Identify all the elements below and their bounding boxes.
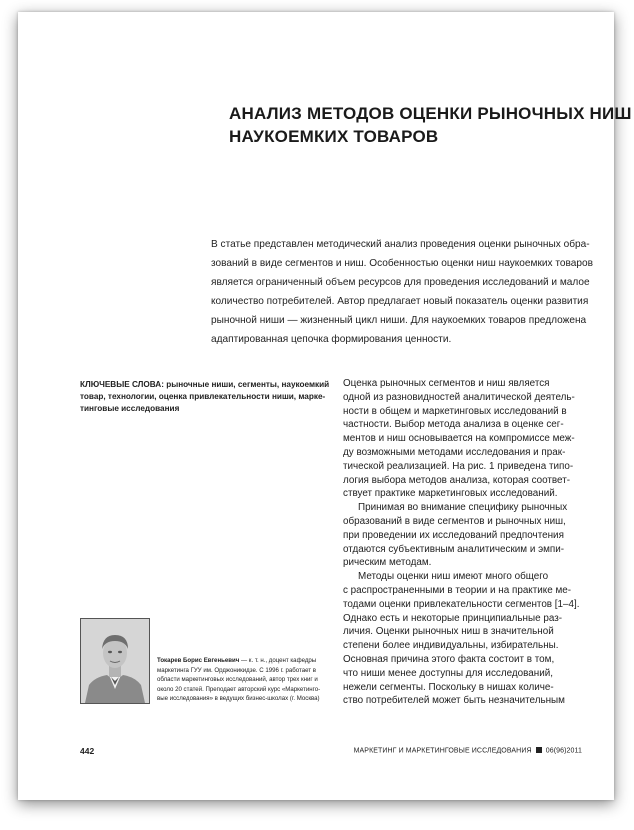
- journal-issue: 06(96)2011: [545, 747, 582, 755]
- author-portrait-icon: [81, 619, 149, 703]
- author-name: Токарев Борис Евгеньевич: [157, 657, 240, 664]
- author-bio-line: около 20 статей. Преподает авторский курс «Маркетинго-: [157, 685, 321, 693]
- abstract-line: зований в виде сегментов и ниш. Особенностью оценки ниш наукоемких товаров: [211, 258, 593, 269]
- body-line: Методы оценки ниш имеют много общего: [358, 571, 549, 583]
- author-bio-line: маркетинга ГУУ им. Орджоникидзе. С 1996 г. работает в: [157, 666, 316, 674]
- body-line: Оценка рыночных сегментов и ниш является: [343, 378, 550, 389]
- keywords-block: [80, 379, 330, 415]
- author-photo: [80, 618, 150, 704]
- body-line: ствует практике маркетинговых исследований.: [343, 488, 558, 500]
- body-line: ментов и ниш основывается на компромиссе меж-: [343, 433, 575, 445]
- keywords-line: КЛЮЧЕВЫЕ СЛОВА: рыночные ниши, сегменты, наукоемкий: [80, 380, 330, 389]
- abstract-line: количество потребителей. Автор предлагает новый показатель оценки развития: [211, 296, 589, 307]
- body-line: логия выбора методов анализа, которая соответ-: [343, 474, 571, 486]
- article-body: [343, 377, 601, 708]
- body-line: личия. Оценки рыночных ниш в значительной: [343, 626, 554, 638]
- body-line: ности в общем и маркетинговых исследований в: [343, 405, 567, 417]
- abstract-line: адаптированная цепочка формирования ценности.: [211, 334, 452, 345]
- author-bio-line: вые исследования» в ведущих бизнес-школах (г. Москва): [157, 695, 320, 703]
- author-info: [157, 656, 325, 704]
- body-line: Однако есть и некоторые принципиальные раз-: [343, 612, 563, 624]
- article-title: [229, 102, 632, 148]
- body-line: Основная причина этого факта состоит в том,: [343, 653, 555, 665]
- body-line: что ниши менее доступны для исследований,: [343, 667, 553, 679]
- body-line: рическим методам.: [343, 557, 432, 569]
- body-line: с распространенными в теории и на практике ме-: [343, 584, 572, 596]
- square-icon: [536, 747, 542, 753]
- body-line: при проведении их исследований предпочтения: [343, 529, 564, 541]
- body-line: тической реализацией. На рис. 1 приведена типо-: [343, 460, 574, 472]
- author-bio-line: области маркетинговых исследований, автор трех книг и: [157, 676, 318, 684]
- journal-footer: [354, 747, 582, 755]
- body-line: нежели сегменты. Поскольку в нишах количе-: [343, 681, 554, 693]
- keywords-line: тинговые исследования: [80, 404, 180, 413]
- body-line: Принимая во внимание специфику рыночных: [358, 502, 568, 514]
- body-line: отдаются субъективным аналитическим и эмпи-: [343, 543, 565, 555]
- abstract-line: является ограниченный объем ресурсов для проведения исследований и малое: [211, 277, 590, 288]
- body-line: одной из разновидностей аналитической деятель-: [343, 391, 575, 403]
- author-bio-line: [157, 656, 325, 666]
- author-bio-first: — к. т. н., доцент кафедры: [239, 657, 317, 664]
- keywords-line: товар, технологии, оценка привлекательности ниши, марке-: [80, 392, 326, 401]
- article-abstract: [211, 235, 596, 349]
- journal-name: МАРКЕТИНГ И МАРКЕТИНГОВЫЕ ИССЛЕДОВАНИЯ: [353, 747, 532, 755]
- body-line: степени более индивидуальны, избирательны.: [343, 640, 559, 652]
- body-line: частности. Выбор метода анализа в оценке сег-: [343, 419, 564, 431]
- body-line: тодами оценки привлекательности сегментов [1–4].: [343, 598, 580, 610]
- title-line: АНАЛИЗ МЕТОДОВ ОЦЕНКИ РЫНОЧНЫХ НИШ: [229, 104, 632, 123]
- body-line: ду возможными методами исследования и прак-: [343, 446, 566, 458]
- body-line: ство потребителей может быть незначительным: [343, 695, 565, 707]
- abstract-line: рыночной ниши — жизненный цикл ниши. Для наукоемких товаров предложена: [211, 315, 587, 326]
- abstract-line: В статье представлен методический анализ проведения оценки рыночных обра-: [211, 239, 590, 250]
- body-line: образований в виде сегментов и рыночных ниш,: [343, 515, 566, 527]
- page-number: 442: [80, 746, 95, 756]
- title-line: НАУКОЕМКИХ ТОВАРОВ: [229, 127, 439, 146]
